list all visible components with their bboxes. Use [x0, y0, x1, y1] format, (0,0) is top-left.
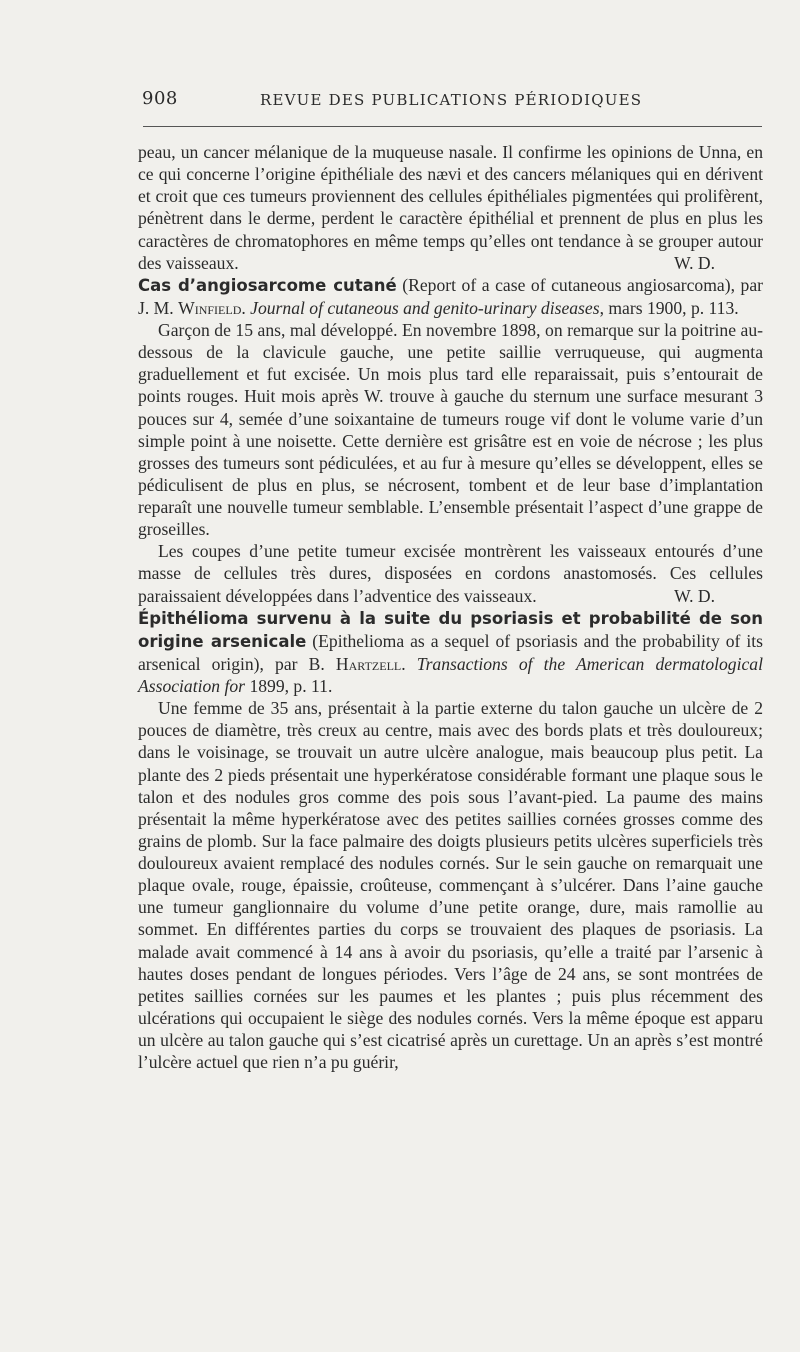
page-header [142, 86, 762, 118]
paragraph [138, 540, 763, 606]
review-heading-epithelioma [138, 607, 763, 698]
journal-name: Journal of cutaneous and genito-urinary diseases [250, 297, 600, 318]
continued-paragraph [138, 141, 763, 274]
review-title: Cas d’angiosarcome cutané [138, 275, 397, 295]
paragraph: Garçon de 15 ans, mal développé. En novembre 1898, on remarque sur la poitrine au-dessous de la clavicule gauche, une petite saillie verruqueuse, qui augmenta graduellement et fut excisée. Un mois plus tard elle reparaissait, puis s’entourait de points rouges. Huit mois après W. trouve à gauche du sternum une surface mesurant 3 pouces sur 4, semée d’une soixantaine de tumeurs rouge vif dont le volume varie d’un simple point à une noisette. Cette dernière est grisâtre est en voie de nécrose ; les plus grosses des tumeurs sont pédiculées, et au fur à mesure qu’elles se développent, elles se pédiculisent de plus en plus, se nécrosent, tombent et de leur base d’implantation reparaît une nouvelle tumeur semblable. L’ensemble présentait l’aspect d’une grappe de groseilles. [138, 320, 763, 540]
reference-date: , mars 1900, p. 113. [599, 297, 739, 318]
paragraph-text: Les coupes d’une petite tumeur excisée montrèrent les vaisseaux entourés d’une masse de cellules très dures, disposées en cordons anastomosés. Ces cellules paraissaient développées dans l’adventice des vaisseaux. [138, 541, 763, 606]
reference-separator: . [401, 653, 417, 674]
reference-date: 1899, p. 11. [245, 676, 333, 696]
reference-text: (Epithelioma as a sequel of psoriasis and the probability of its arsenical origin), par B. [138, 630, 763, 674]
running-title: REVUE DES PUBLICATIONS PÉRIODIQUES [260, 91, 643, 109]
review-heading-angiosarcoma [138, 274, 763, 319]
review-title: Épithélioma survenu à la suite du psoriasis et probabilité de son origine arsenicale [138, 608, 763, 651]
paragraph: Une femme de 35 ans, présentait à la partie externe du talon gauche un ulcère de 2 pouces de diamètre, très creux au centre, mais avec des bords plats et très douloureux; dans le voisinage, se trouvait un autre ulcère analogue, mais beaucoup plus petit. La plante des 2 pieds présentait une hyperkératose considérable formant une plaque sous le talon et des nodules gros comme des pois sous l’avant-pied. La paume des mains présentait la même hyperkératose avec des petites saillies cornées grosses comme des grains de plomb. Sur la face palmaire des doigts plusieurs petits ulcères superficiels très douloureux avaient remplacé des nodules cornés. Sur le sein gauche on remarquait une plaque ovale, rouge, épaissie, croûteuse, commençant à s’ulcérer. Dans l’aine gauche une tumeur ganglionnaire du volume d’une petite orange, dure, mais ramollie au sommet. En différentes parties du corps se trouvaient des plaques de psoriasis. La malade avait commencé à 14 ans à avoir du psoriasis, qu’elle a traité par l’arsenic à hautes doses pendant de longues périodes. Vers l’âge de 24 ans, se sont montrées de petites saillies cornées sur les paumes et les plantes ; puis plus récemment des ulcérations qui occupaient le siège des nodules cornés. Vers la même époque est apparu un ulcère au talon gauche qui s’est cicatrisé après un curettage. Un an après s’est montré l’ulcère actuel que rien n’a pu guérir, [138, 698, 763, 1073]
reference-text: (Report of a case of cutaneous angiosarcoma), par J. M. [138, 274, 763, 318]
author-name: Hartzell [335, 653, 402, 674]
continued-text: peau, un cancer mélanique de la muqueuse nasale. Il confirme les opinions de Unna, en ce qui concerne l’origine épithéliale des nævi et des cancers mélaniques qui en dérivent et croit que ces tumeurs proviennent des cellules épithéliales pigmentées qui prolifèrent, pénètrent dans le derme, perdent le caractère épithélial et prennent de plus en plus les caractères de chromatophores en même temps qu’elles ont tendance à se grouper autour des vaisseaux. [138, 142, 763, 273]
header-rule [143, 126, 762, 127]
page-number: 908 [142, 88, 178, 109]
journal-name: Transactions of the American dermatological Association for [138, 653, 763, 696]
reference-separator: . [241, 297, 251, 318]
signature: W. D. [674, 585, 715, 606]
article-body [138, 141, 763, 1073]
author-name: Winfield [178, 297, 242, 318]
signature: W. D. [674, 252, 715, 273]
